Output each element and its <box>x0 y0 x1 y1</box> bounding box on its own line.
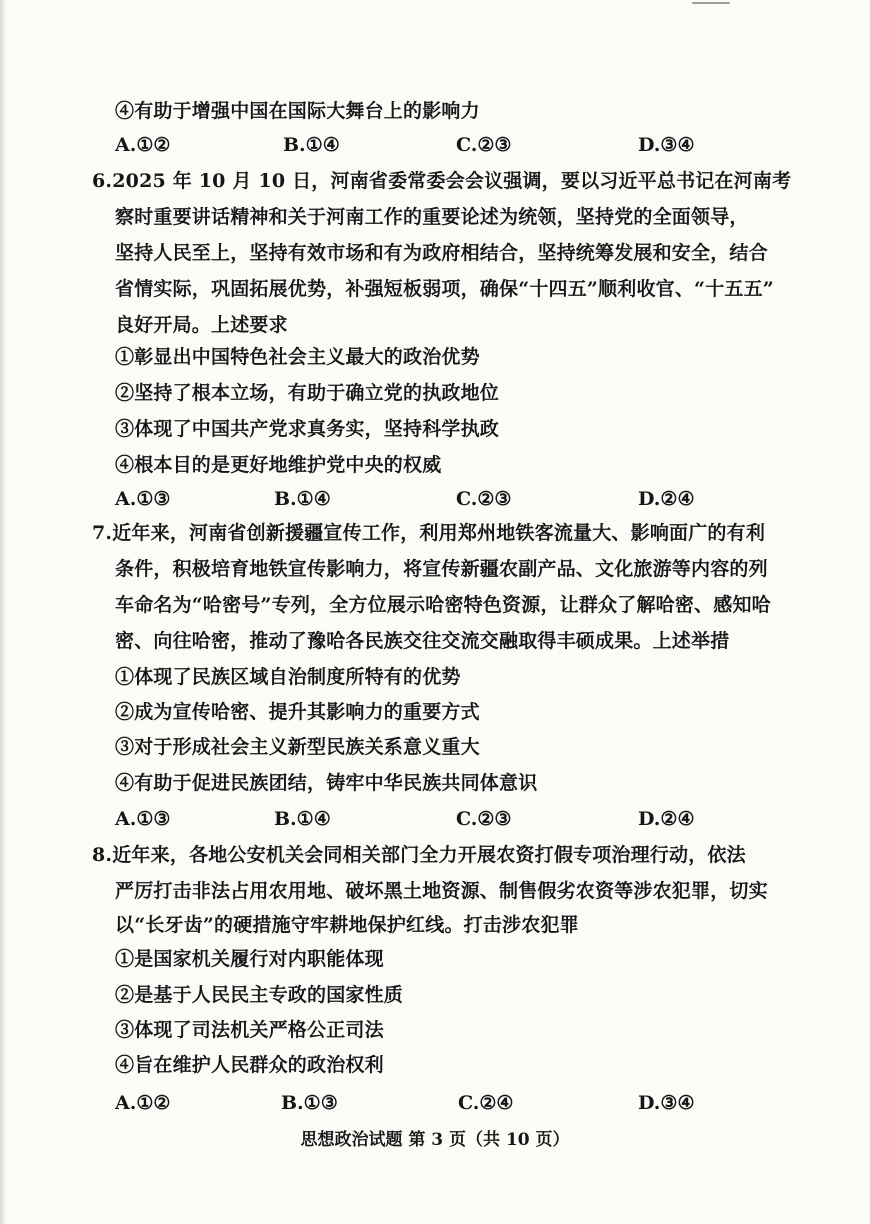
q5-option-c: C.②③ <box>456 134 512 156</box>
q8-stem-line-1: 8.近年来，各地公安机关会同相关部门全力开展农资打假专项治理行动，依法 <box>92 844 746 866</box>
q7-option-c: C.②③ <box>456 808 512 830</box>
q8-stem-line-3: 以“长牙齿”的硬措施守牢耕地保护红线。打击涉农犯罪 <box>115 914 579 936</box>
q6-option-d: D.②④ <box>638 488 695 510</box>
q8-options <box>0 1090 870 1116</box>
q5-item-4: ④有助于增强中国在国际大舞台上的影响力 <box>115 100 480 122</box>
q8-item-2: ②是基于人民民主专政的国家性质 <box>115 984 404 1006</box>
q7-option-b: B.①④ <box>274 808 331 830</box>
q7-stem-line-3: 车命名为“哈密号”专列，全方位展示哈密特色资源，让群众了解哈密、感知哈 <box>115 594 771 616</box>
q8-option-d: D.③④ <box>638 1092 695 1114</box>
page-footer: 思想政治试题 第 3 页（共 10 页） <box>300 1130 570 1150</box>
q8-item-1: ①是国家机关履行对内职能体现 <box>115 948 384 970</box>
q8-item-4: ④旨在维护人民群众的政治权利 <box>115 1054 384 1076</box>
q6-options <box>0 486 870 512</box>
q6-option-c: C.②③ <box>456 488 512 510</box>
q7-stem-line-1: 7.近年来，河南省创新援疆宣传工作，利用郑州地铁客流量大、影响面广的有利 <box>92 522 766 544</box>
q6-stem-line-1: 6.2025 年 10 月 10 日，河南省委常委会会议强调，要以习近平总书记在河南考 <box>92 170 792 192</box>
q6-item-2: ②坚持了根本立场，有助于确立党的执政地位 <box>115 382 500 404</box>
q6-item-3: ③体现了中国共产党求真务实，坚持科学执政 <box>115 418 500 440</box>
q7-item-3: ③对于形成社会主义新型民族关系意义重大 <box>115 736 480 758</box>
q7-options <box>0 806 870 832</box>
q5-options <box>0 132 870 158</box>
q6-stem-line-2: 察时重要讲话精神和关于河南工作的重要论述为统领，坚持党的全面领导， <box>115 206 749 228</box>
q6-stem-line-5: 良好开局。上述要求 <box>115 314 288 336</box>
q6-option-a: A.①③ <box>115 488 171 510</box>
q7-option-a: A.①③ <box>115 808 171 830</box>
q7-stem-line-4: 密、向往哈密，推动了豫哈各民族交往交流交融取得丰硕成果。上述举措 <box>115 630 730 652</box>
q7-item-1: ①体现了民族区域自治制度所特有的优势 <box>115 666 461 688</box>
q8-option-a: A.①② <box>115 1092 171 1114</box>
scan-edge <box>0 0 6 1224</box>
q6-item-1: ①彰显出中国特色社会主义最大的政治优势 <box>115 346 480 368</box>
q5-option-b: B.①④ <box>283 134 340 156</box>
scan-mark <box>692 2 730 4</box>
q8-stem-line-2: 严厉打击非法占用农用地、破坏黑土地资源、制售假劣农资等涉农犯罪，切实 <box>115 880 768 902</box>
q8-item-3: ③体现了司法机关严格公正司法 <box>115 1019 384 1041</box>
q5-option-d: D.③④ <box>638 134 695 156</box>
q7-stem-line-2: 条件，积极培育地铁宣传影响力，将宣传新疆农副产品、文化旅游等内容的列 <box>115 558 768 580</box>
q6-stem-line-4: 省情实际，巩固拓展优势，补强短板弱项，确保“十四五”顺利收官、“十五五” <box>115 278 774 300</box>
q8-option-b: B.①③ <box>281 1092 338 1114</box>
q8-option-c: C.②④ <box>458 1092 514 1114</box>
q6-stem-line-3: 坚持人民至上，坚持有效市场和有为政府相结合，坚持统筹发展和安全，结合 <box>115 242 768 264</box>
q6-item-4: ④根本目的是更好地维护党中央的权威 <box>115 454 442 476</box>
q7-option-d: D.②④ <box>638 808 695 830</box>
q7-item-4: ④有助于促进民族团结，铸牢中华民族共同体意识 <box>115 772 538 794</box>
q6-option-b: B.①④ <box>274 488 331 510</box>
q7-item-2: ②成为宣传哈密、提升其影响力的重要方式 <box>115 701 480 723</box>
q5-option-a: A.①② <box>115 134 171 156</box>
